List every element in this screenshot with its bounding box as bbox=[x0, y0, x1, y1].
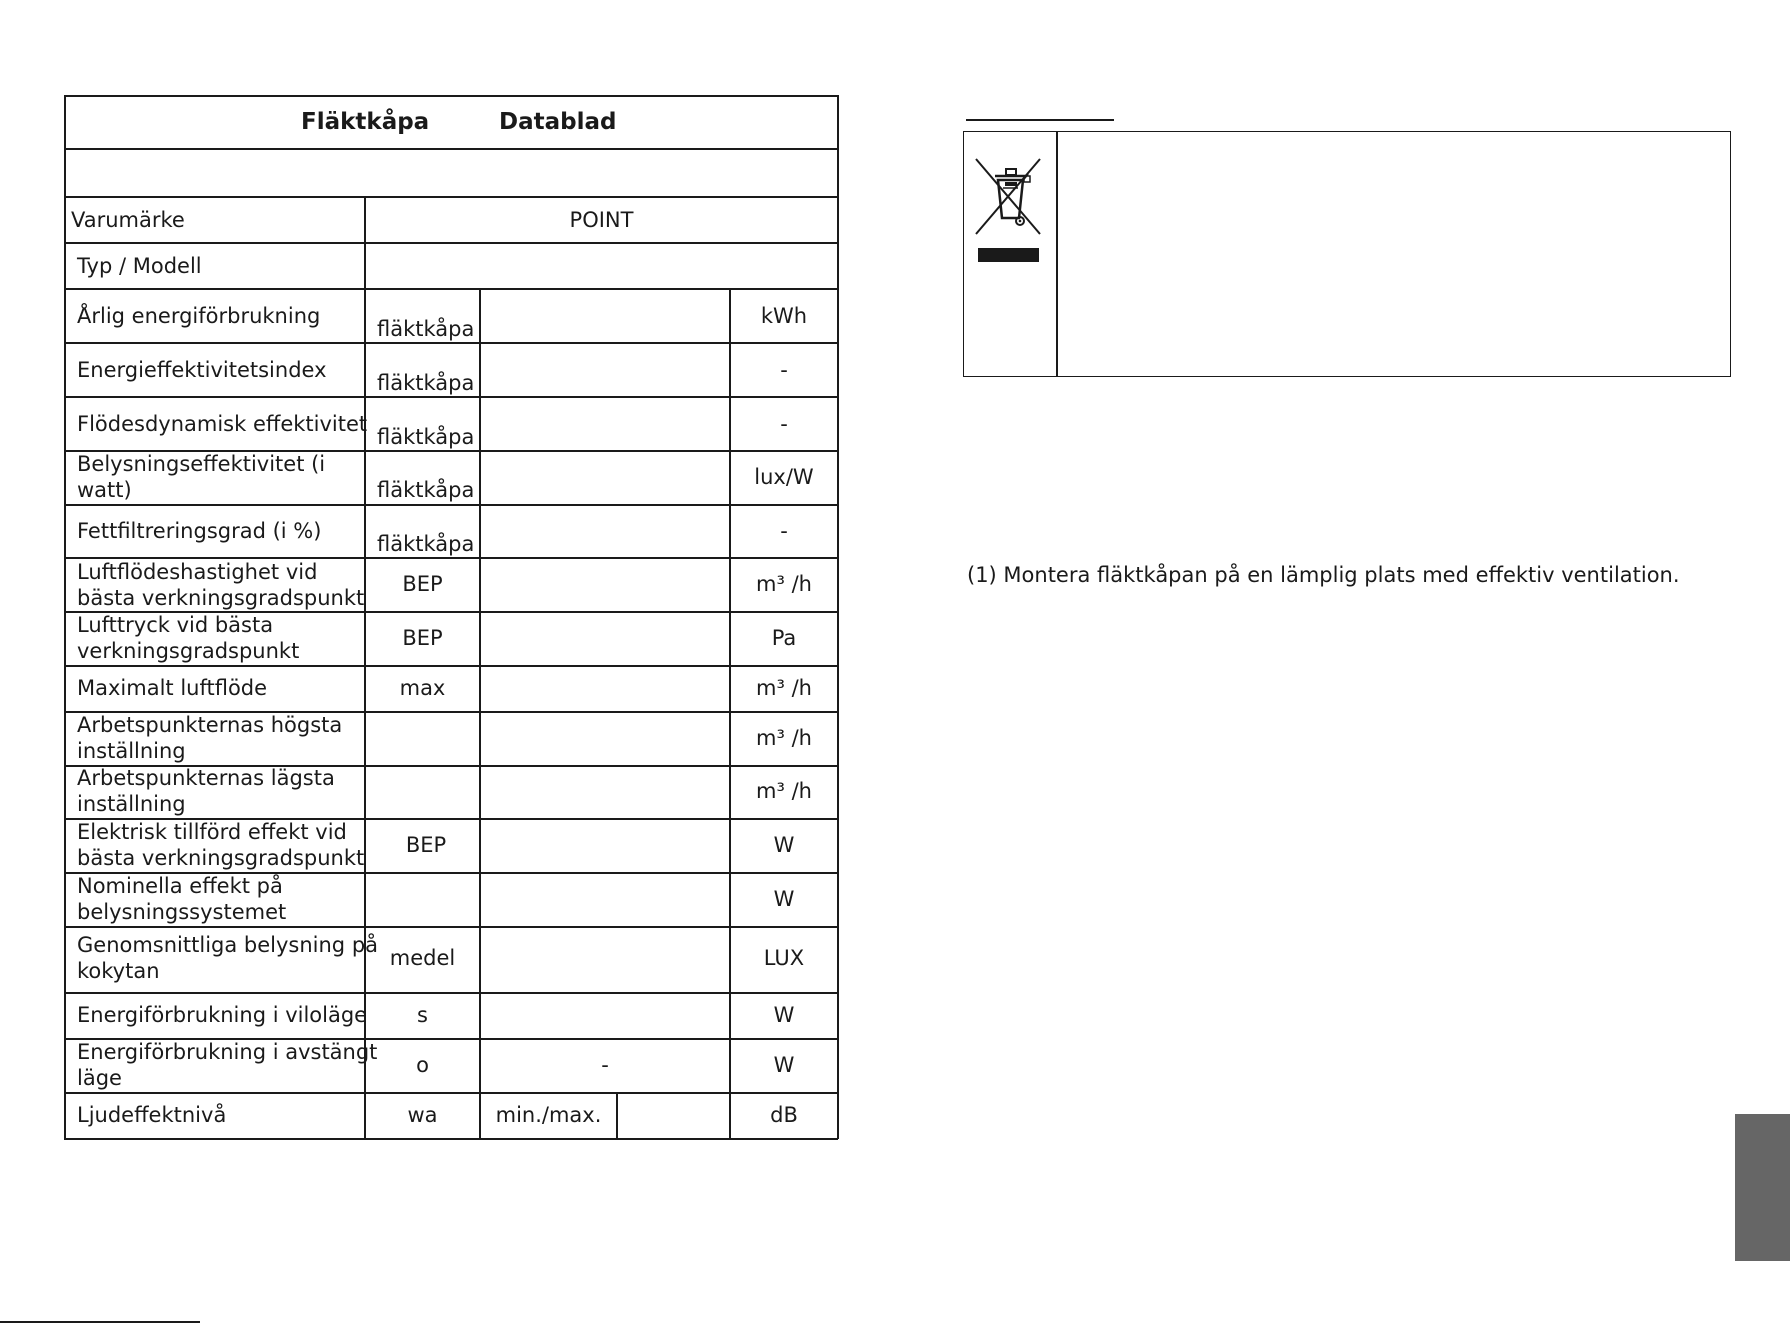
row-unit: m³ /h bbox=[756, 779, 812, 803]
row-value: - bbox=[601, 1053, 609, 1077]
table-line bbox=[64, 148, 838, 150]
datasheet-table bbox=[0, 0, 850, 1150]
row-label-line2: verkningsgradspunkt bbox=[77, 639, 300, 663]
row-label-line2: inställning bbox=[77, 792, 186, 816]
row-symbol: fläktkåpa bbox=[377, 532, 475, 556]
row-unit: W bbox=[773, 833, 795, 857]
table-line bbox=[64, 95, 66, 1139]
datasheet-title-product: Fläktkåpa bbox=[301, 109, 430, 135]
row-symbol: BEP bbox=[405, 833, 447, 857]
row-unit: Pa bbox=[771, 626, 797, 650]
table-line bbox=[64, 665, 838, 667]
disposal-info-box bbox=[963, 131, 1731, 377]
row-label: Ljudeffektnivå bbox=[77, 1103, 227, 1127]
row-unit: m³ /h bbox=[756, 572, 812, 596]
row-label: Energieffektivitetsindex bbox=[77, 358, 327, 382]
row-unit: - bbox=[780, 358, 788, 382]
row-label: Fettfiltreringsgrad (i %) bbox=[77, 519, 322, 543]
datasheet-title-document: Datablad bbox=[499, 109, 617, 135]
row-symbol: fläktkåpa bbox=[377, 371, 475, 395]
row-label: Maximalt luftflöde bbox=[77, 676, 268, 700]
table-line bbox=[837, 95, 839, 1139]
row-symbol: o bbox=[416, 1053, 429, 1077]
row-label: Energiförbrukning i viloläge bbox=[77, 1003, 368, 1027]
row-symbol: BEP bbox=[402, 572, 443, 596]
row-label: Lufttryck vid bästa bbox=[77, 613, 274, 637]
row-label: Belysningseffektivitet (i bbox=[77, 452, 326, 476]
row-label: Genomsnittliga belysning på bbox=[77, 933, 379, 957]
row-label: Arbetspunkternas högsta bbox=[77, 713, 343, 737]
table-line bbox=[64, 396, 838, 398]
brand-value: POINT bbox=[569, 208, 634, 232]
row-unit: W bbox=[773, 1003, 795, 1027]
table-line bbox=[64, 504, 838, 506]
table-line bbox=[64, 342, 838, 344]
row-symbol: wa bbox=[407, 1103, 438, 1127]
row-unit: - bbox=[780, 412, 788, 436]
row-label-line2: läge bbox=[77, 1066, 122, 1090]
table-line bbox=[64, 1092, 838, 1094]
row-unit: dB bbox=[770, 1103, 798, 1127]
box-divider bbox=[1056, 132, 1058, 376]
row-label-line2: kokytan bbox=[77, 959, 160, 983]
row-unit: m³ /h bbox=[756, 676, 812, 700]
table-line bbox=[64, 242, 838, 244]
row-symbol: medel bbox=[389, 946, 456, 970]
row-label: Elektrisk tillförd effekt vid bbox=[77, 820, 347, 844]
row-unit: W bbox=[773, 1053, 795, 1077]
row-symbol: fläktkåpa bbox=[377, 425, 475, 449]
table-line bbox=[479, 288, 481, 1139]
row-label-line2: bästa verkningsgradspunkt bbox=[77, 846, 365, 870]
row-unit: W bbox=[773, 887, 795, 911]
row-label: Flödesdynamisk effektivitet bbox=[77, 412, 368, 436]
row-value: min./max. bbox=[495, 1103, 602, 1127]
row-label-line2: watt) bbox=[77, 478, 132, 502]
row-unit: LUX bbox=[763, 946, 805, 970]
row-unit: m³ /h bbox=[756, 726, 812, 750]
crossed-out-wheelie-bin-icon bbox=[968, 154, 1046, 264]
row-label: Typ / Modell bbox=[77, 254, 202, 278]
row-label: Arbetspunkternas lägsta bbox=[77, 766, 335, 790]
page-side-tab bbox=[1735, 1114, 1790, 1261]
row-symbol: fläktkåpa bbox=[377, 478, 475, 502]
row-unit: kWh bbox=[760, 304, 808, 328]
row-label: Energiförbrukning i avstängt bbox=[77, 1040, 378, 1064]
row-unit: lux/W bbox=[754, 465, 814, 489]
row-symbol: s bbox=[417, 1003, 428, 1027]
section-heading-rule bbox=[966, 119, 1114, 121]
row-symbol: max bbox=[399, 676, 446, 700]
table-line bbox=[64, 1138, 838, 1140]
row-label: Varumärke bbox=[71, 208, 185, 232]
table-line bbox=[616, 1092, 618, 1138]
row-unit: - bbox=[780, 519, 788, 543]
table-line bbox=[64, 196, 838, 198]
table-line bbox=[64, 95, 838, 97]
row-label-line2: belysningssystemet bbox=[77, 900, 287, 924]
table-line bbox=[64, 288, 838, 290]
installation-note: (1) Montera fläktkåpan på en lämplig plats med effektiv ventilation. bbox=[967, 563, 1680, 587]
row-label: Nominella effekt på bbox=[77, 874, 283, 898]
row-symbol: BEP bbox=[402, 626, 443, 650]
table-line bbox=[64, 992, 838, 994]
row-label: Årlig energiförbrukning bbox=[77, 304, 321, 328]
row-label-line2: inställning bbox=[77, 739, 186, 763]
table-line bbox=[364, 196, 366, 1139]
row-symbol: fläktkåpa bbox=[377, 317, 475, 341]
row-label: Luftflödeshastighet vid bbox=[77, 560, 318, 584]
footer-rule bbox=[0, 1321, 200, 1323]
table-line bbox=[64, 926, 838, 928]
row-label-line2: bästa verkningsgradspunkt bbox=[77, 586, 365, 610]
